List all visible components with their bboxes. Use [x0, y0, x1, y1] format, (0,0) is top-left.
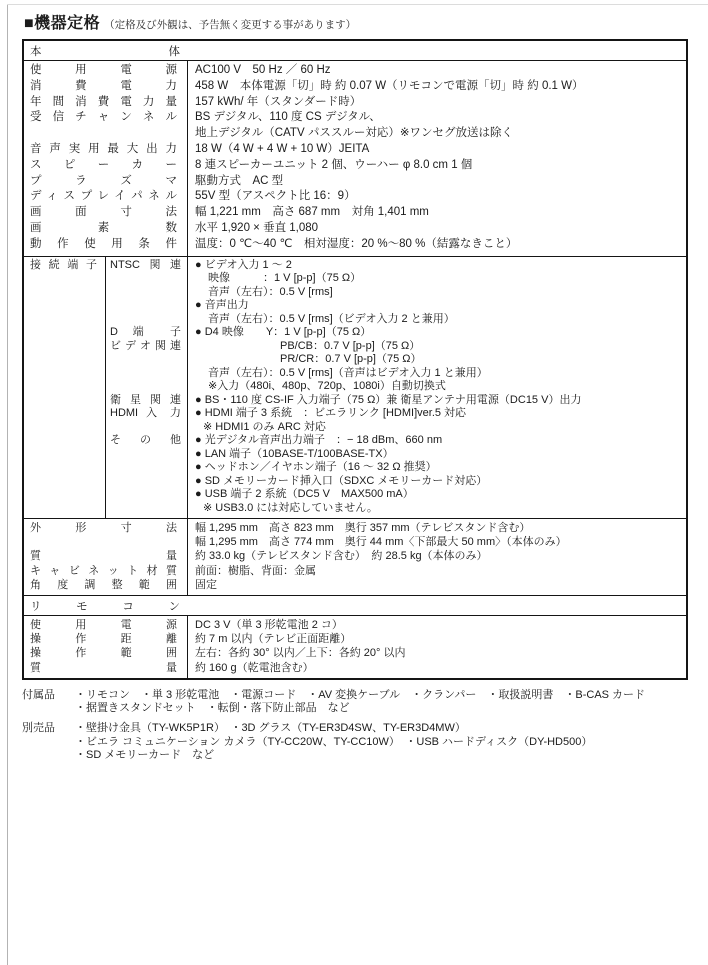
- row-value: [187, 79, 686, 95]
- page-title: [24, 10, 688, 33]
- row-value-line: BS デジタル、110 度 CS デジタル、: [195, 111, 381, 124]
- row-value: [187, 205, 686, 221]
- row-value: [187, 110, 686, 142]
- table-row: [24, 661, 686, 675]
- row-label: [24, 549, 187, 563]
- row-label-text: 使 用 電 源: [30, 619, 177, 632]
- row-label: [24, 661, 187, 675]
- connection-group-other: [105, 434, 686, 515]
- row-label-text: 音 声 実 用 最 大 出 力: [30, 142, 177, 155]
- note-label: 付属品: [22, 688, 55, 701]
- spec-line: ※ HDMI1 のみ ARC 対応: [203, 420, 326, 433]
- row-label: [24, 142, 187, 158]
- row-value: [187, 646, 686, 660]
- row-value-line: 固定: [195, 578, 217, 591]
- row-value-line: 157 kWh/ 年（スタンダード時）: [195, 95, 362, 108]
- table-row: [24, 564, 686, 578]
- page-title-note: （定格及び外観は、予告無く変更する事があります）: [104, 19, 357, 31]
- row-label-text: 操 作 距 離: [30, 633, 177, 646]
- row-value: [187, 521, 686, 549]
- spec-line: ● SD メモリーカード挿入口（SDXC メモリーカード対応）: [195, 474, 488, 487]
- row-label-text: 年 間 消 費 電 力 量: [30, 95, 177, 108]
- page-title-text: ■機器定格: [24, 15, 101, 32]
- connection-group-d-terminal: [105, 326, 686, 394]
- spec-line: ● HDMI 端子 3 系統 ：ビエラリンク [HDMI]ver.5 対応: [195, 407, 467, 420]
- row-value: [187, 221, 686, 237]
- spec-line: ※入力（480i、480p、720p、1080i）自動切換式: [208, 380, 446, 393]
- row-value: [187, 632, 686, 646]
- row-label-text: プ ラ ズ マ: [30, 174, 177, 187]
- row-label-text: 画 面 寸 法: [30, 206, 177, 219]
- row-label: [24, 63, 187, 79]
- row-label-text: 外 形 寸 法: [30, 522, 177, 535]
- group-content: [187, 394, 686, 408]
- row-value-line: 18 W（4 W + 4 W + 10 W）JEITA: [195, 142, 370, 155]
- table-row: [24, 205, 686, 221]
- sub-label: 衛 星 関 連: [110, 393, 181, 406]
- row-value: [187, 95, 686, 111]
- spec-line: ● 音声出力: [195, 299, 249, 312]
- notes: [22, 689, 688, 763]
- note-line: ・SD メモリーカード など: [75, 749, 215, 762]
- row-value-line: 幅 1,295 mm 高さ 774 mm 奥行 44 mm〈下部最大 50 mm〉（本体のみ）: [195, 536, 567, 549]
- row-value-line: 約 7 m 以内（テレビ正面距離）: [195, 633, 352, 646]
- row-label-text: 質 量: [30, 661, 177, 674]
- row-label: [24, 646, 187, 660]
- spec-line: ● LAN 端子（10BASE-T/100BASE-TX）: [195, 447, 394, 460]
- table-row: [24, 158, 686, 174]
- row-value-line: 地上デジタル（CATV パススルー対応）※ワンセグ放送は除く: [195, 127, 513, 140]
- table-row: [24, 174, 686, 206]
- row-label: [24, 632, 187, 646]
- row-value-line: 左右：各約 30° 以内／上下：各約 20° 以内: [195, 647, 406, 660]
- row-value-line: 温度：0 ℃〜40 ℃ 相対湿度：20 %〜80 %（結露なきこと）: [195, 237, 518, 250]
- row-label: [24, 174, 187, 206]
- spec-line: PB/CB：0.7 V [p-p]（75 Ω）: [280, 339, 421, 352]
- section-header-main-unit: [24, 41, 686, 61]
- spec-line: ● ビデオ入力 1 〜 2: [195, 258, 292, 271]
- section-main-unit: [24, 61, 686, 257]
- note-label: 別売品: [22, 722, 55, 735]
- spec-line: ● USB 端子 2 系統（DC5 V MAX500 mA）: [195, 488, 414, 501]
- note-optional: [22, 722, 688, 763]
- row-label: [24, 237, 187, 253]
- note-line: ・壁掛け金具（TY-WK5P1R） ・3D グラス（TY-ER3D4SW、TY-ER3D4MW）: [75, 722, 466, 735]
- note-content: [75, 689, 688, 716]
- row-value-line: 55V 型（アスペクト比 16：9）: [195, 190, 356, 203]
- group-content: [187, 434, 686, 515]
- row-value-line: 幅 1,221 mm 高さ 687 mm 対角 1,401 mm: [195, 206, 429, 219]
- row-label-text: 接 続 端 子: [30, 258, 97, 271]
- table-row: [24, 549, 686, 563]
- spec-line: 音声（左右）：0.5 V [rms]（音声はビデオ入力 1 と兼用）: [208, 366, 488, 379]
- group-content: [187, 407, 686, 434]
- row-value: [187, 661, 686, 675]
- table-row: [24, 237, 686, 253]
- connection-group-satellite: [105, 394, 686, 408]
- spec-line: 映像 ：1 V [p-p]（75 Ω）: [208, 272, 362, 285]
- group-content: [187, 259, 686, 327]
- spec-line: ● 光デジタル音声出力端子 ：− 18 dBm、660 nm: [195, 434, 443, 447]
- note-line: ・据置きスタンドセット ・転倒・落下防止部品 など: [75, 702, 350, 715]
- row-value: [187, 158, 686, 174]
- row-label-text: 画 素 数: [30, 221, 177, 234]
- row-value-line: 458 W 本体電源「切」時 約 0.07 W（リモコンで電源「切」時 約 0.1 W）: [195, 79, 584, 92]
- table-row: [24, 79, 686, 95]
- row-label-text: 角 度 調 整 範 囲: [30, 578, 177, 591]
- row-value: [187, 618, 686, 632]
- row-value-line: DC 3 V（単 3 形乾電池 2 コ）: [195, 619, 343, 632]
- sub-label: D 端 子 ビデオ関連: [110, 326, 181, 352]
- row-value-line: 前面：樹脂、背面：金属: [195, 564, 316, 577]
- table-row: [24, 142, 686, 158]
- spec-sheet: [22, 10, 688, 769]
- section-remote: [24, 616, 686, 678]
- table-row: [24, 578, 686, 592]
- row-value-line: 幅 1,295 mm 高さ 823 mm 奥行 357 mm（テレビスタンド含む）: [195, 522, 531, 535]
- row-value: [187, 142, 686, 158]
- spec-line: ● D4 映像 Y：1 V [p-p]（75 Ω）: [195, 326, 372, 339]
- row-label: [24, 521, 187, 549]
- row-label-text: 使 用 電 源: [30, 64, 177, 76]
- section-connection-terminals: [24, 257, 686, 520]
- table-row: [24, 221, 686, 237]
- table-row: [24, 632, 686, 646]
- row-label-text: 受 信 チ ャ ン ネ ル: [30, 111, 177, 124]
- spec-line: ● ヘッドホン／イヤホン端子（16 〜 32 Ω 推奨）: [195, 461, 437, 474]
- section-physical: [24, 519, 686, 596]
- sub-label: HDMI 入 力: [110, 407, 181, 420]
- sub-label: そ の 他: [110, 434, 181, 447]
- row-label: [24, 578, 187, 592]
- row-label: [24, 221, 187, 237]
- row-label: [24, 158, 187, 174]
- section-header-label: リ モ コ ン: [30, 601, 180, 614]
- spec-table: [22, 39, 688, 680]
- row-label: [24, 564, 187, 578]
- row-label-text: ス ピ ー カ ー: [30, 158, 177, 171]
- row-label: [24, 618, 187, 632]
- row-label-text: キ ャ ビ ネ ッ ト 材 質: [30, 564, 177, 577]
- row-label-text: 消 費 電 力: [30, 79, 177, 92]
- row-value-line: 約 33.0 kg（テレビスタンド含む） 約 28.5 kg（本体のみ）: [195, 550, 488, 563]
- row-label: [24, 95, 187, 111]
- table-row: [24, 110, 686, 142]
- row-label-text: 質 量: [30, 550, 177, 563]
- row-value-line: 水平 1,920 × 垂直 1,080: [195, 221, 319, 234]
- note-accessories: [22, 689, 688, 716]
- note-line: ・ビエラ コミュニケーション カメラ（TY-CC20W、TY-CC10W） ・USB ハードディスク（DY-HD500）: [75, 735, 593, 748]
- table-row: [24, 63, 686, 79]
- row-label: [24, 259, 105, 516]
- connection-group-hdmi: [105, 407, 686, 434]
- row-value: [187, 63, 686, 79]
- row-value-line: 8 連スピーカーユニット 2 個、ウーハー φ 8.0 cm 1 個: [195, 158, 473, 171]
- row-label-text: 動 作 使 用 条 件: [30, 237, 177, 250]
- row-value-line: AC100 V 50 Hz ／ 60 Hz: [195, 64, 331, 76]
- note-line: ・リモコン ・単 3 形乾電池 ・電源コード ・AV 変換ケーブル ・クランパー ・取扱説明書 ・B-CAS カード: [75, 688, 646, 701]
- spec-line: 音声（左右）：0.5 V [rms]: [208, 285, 333, 298]
- row-label: [24, 110, 187, 142]
- row-label-text: ディスプレイパネル: [30, 190, 177, 203]
- group-content: [187, 326, 686, 394]
- sub-label: NTSC関連: [110, 258, 181, 271]
- section-header-remote: [24, 596, 686, 616]
- row-value: [187, 578, 686, 592]
- connection-group-ntsc: [105, 259, 686, 327]
- table-row: [24, 95, 686, 111]
- table-row: [24, 646, 686, 660]
- spec-line: PR/CR：0.7 V [p-p]（75 Ω）: [280, 353, 422, 366]
- scan-edge-vertical: [7, 4, 8, 965]
- spec-line: ● BS・110 度 CS-IF 入力端子（75 Ω）兼 衛星アンテナ用電源（DC15 V）出力: [195, 393, 582, 406]
- row-value: [187, 237, 686, 253]
- row-value: [187, 174, 686, 206]
- table-row: [24, 521, 686, 549]
- section-header-label: 本 体: [30, 46, 180, 58]
- table-row: [24, 618, 686, 632]
- row-value: [187, 564, 686, 578]
- row-label-text: 操 作 範 囲: [30, 647, 177, 660]
- connection-groups: [105, 259, 686, 516]
- spec-line: 音声（左右）：0.5 V [rms]（ビデオ入力 2 と兼用）: [208, 312, 455, 325]
- row-label: [24, 205, 187, 221]
- spec-line: ※ USB3.0 には対応していません。: [203, 501, 378, 514]
- row-value: [187, 549, 686, 563]
- row-value-line: 約 160 g（乾電池含む）: [195, 661, 314, 674]
- row-value-line: 駆動方式 AC 型: [195, 174, 284, 187]
- scan-edge-horizontal: [7, 4, 708, 5]
- note-content: [75, 722, 688, 763]
- row-label: [24, 79, 187, 95]
